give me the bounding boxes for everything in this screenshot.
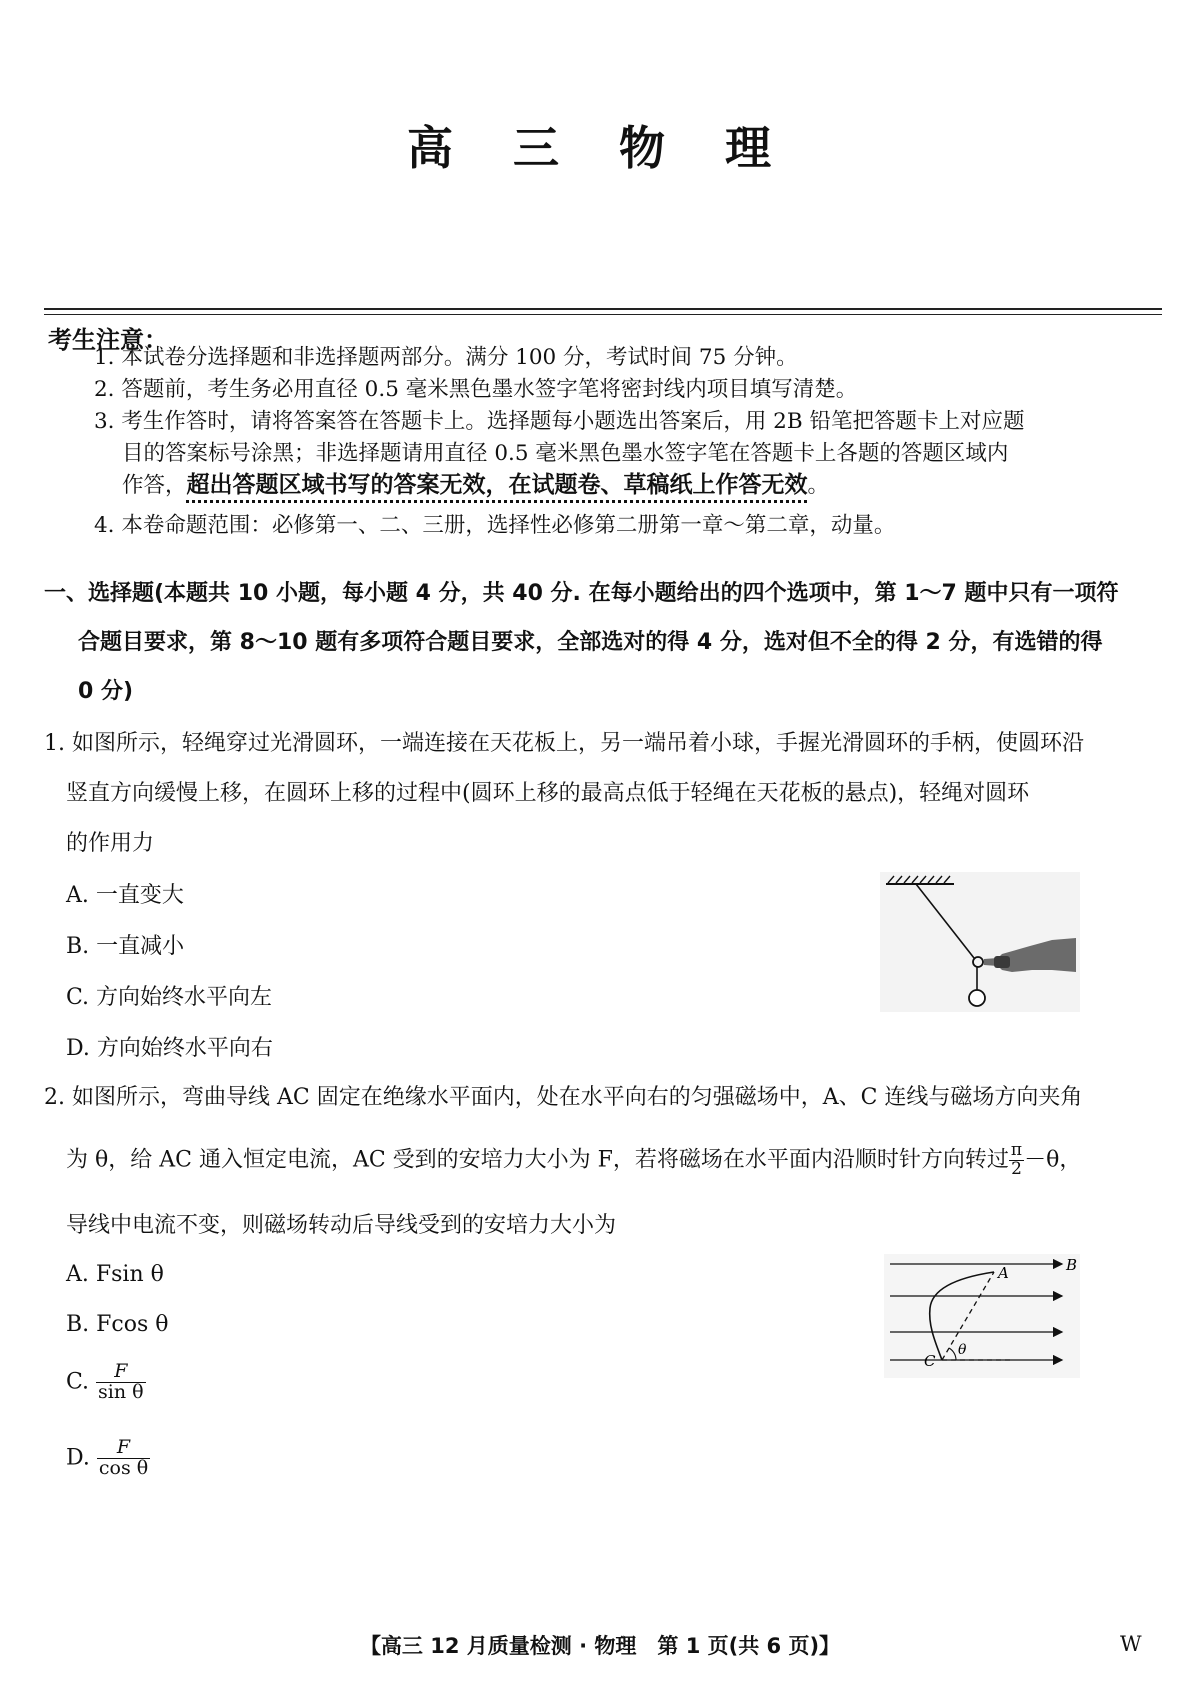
q2-angle-fraction [1009, 1142, 1024, 1179]
notice-emphasis: 超出答题区域书写的答案无效，在试题卷、草稿纸上作答无效 [186, 472, 808, 498]
notice-heading: 考生注意： [48, 326, 168, 354]
ring-handle [994, 956, 1010, 968]
q2-figure [884, 1254, 1080, 1378]
q2-option-d-denominator: cos θ [98, 1456, 149, 1479]
point-label-c: C [924, 1352, 936, 1370]
q1-stem-line-1: 1. 如图所示，轻绳穿过光滑圆环，一端连接在天花板上，另一端吊着小球，手握光滑圆环的手柄，使圆环沿 [44, 731, 1084, 756]
header-divider [44, 308, 1162, 310]
page-title: 高 三 物 理 [406, 121, 794, 175]
notice-item-3-period: 。 [807, 473, 830, 498]
page-footer: 【高三 12 月质量检测 · 物理 第 1 页(共 6 页)】 [359, 1634, 841, 1658]
q2-option-c-numerator: F [96, 1362, 146, 1383]
section-heading-line-2: 合题目要求，第 8～10 题有多项符合题目要求，全部选对的得 4 分，选对但不全的得 2 分，有选错的得 [78, 630, 1103, 655]
q1-option-c: C. 方向始终水平向左 [66, 985, 273, 1010]
q2-option-c-fraction [96, 1362, 146, 1403]
field-label-b: B [1066, 1256, 1078, 1274]
q1-stem-line-3: 的作用力 [66, 831, 155, 856]
section-heading-line-1: 一、选择题(本题共 10 小题，每小题 4 分，共 40 分. 在每小题给出的四个选项中，第 1～7 题中只有一项符 [44, 581, 1119, 606]
q1-stem-line-2: 竖直方向缓慢上移，在圆环上移的过程中(圆环上移的最高点低于轻绳在天花板的悬点)，轻绳对圆环 [66, 781, 1030, 806]
q1-option-b: B. 一直减小 [66, 934, 185, 959]
q2-option-a: A. Fsin θ [66, 1262, 164, 1287]
notice-item-1: 1. 本试卷分选择题和非选择题两部分。满分 100 分，考试时间 75 分钟。 [94, 345, 798, 370]
q2-option-c-denominator: sin θ [98, 1380, 144, 1403]
q2-stem-line-3: 导线中电流不变，则磁场转动后导线受到的安培力大小为 [66, 1213, 617, 1238]
q2-stem-line-2 [66, 1142, 1081, 1179]
q2-option-d-fraction [97, 1438, 150, 1479]
q2-option-d-label: D. [66, 1445, 90, 1471]
notice-item-4: 4. 本卷命题范围：必修第一、二、三册，选择性必修第二册第一章～第二章，动量。 [94, 513, 896, 538]
q1-option-d: D. 方向始终水平向右 [66, 1036, 273, 1061]
q2-option-c-label: C. [66, 1369, 90, 1395]
q2-fraction-denominator: 2 [1011, 1158, 1022, 1179]
q2-option-b: B. Fcos θ [66, 1312, 169, 1337]
notice-item-3: 3. 考生作答时，请将答案答在答题卡上。选择题每小题选出答案后，用 2B 铅笔把答题卡上对应题 [94, 409, 1025, 434]
q2-option-d-numerator: F [97, 1438, 150, 1459]
notice-item-3-prefix: 作答， [122, 473, 187, 498]
notice-item-3-end [122, 466, 829, 499]
q1-figure [880, 872, 1080, 1012]
q2-stem-line-2-text: 为 θ，给 AC 通入恒定电流，AC 受到的安培力大小为 F，若将磁场在水平面内沿顺时针方向转过 [66, 1147, 1009, 1173]
q2-stem-line-1: 2. 如图所示，弯曲导线 AC 固定在绝缘水平面内，处在水平向右的匀强磁场中，A、C 连线与磁场方向夹角 [44, 1085, 1083, 1110]
angle-label-theta: θ [958, 1342, 967, 1358]
section-heading-line-3: 0 分) [78, 679, 134, 704]
q2-option-d [66, 1438, 150, 1479]
small-ball [969, 990, 985, 1006]
notice-item-3-cont: 目的答案标号涂黑；非选择题请用直径 0.5 毫米黑色墨水签字笔在答题卡上各题的答题区域内 [122, 441, 1009, 466]
q2-option-c [66, 1362, 146, 1403]
header-divider-thin [44, 314, 1162, 315]
q1-option-a: A. 一直变大 [66, 883, 184, 908]
q2-stem-line-2-tail: －θ， [1024, 1147, 1082, 1173]
notice-item-2: 2. 答题前，考生务必用直径 0.5 毫米黑色墨水签字笔将密封线内项目填写清楚。 [94, 377, 858, 402]
point-label-a: A [998, 1264, 1009, 1282]
corner-mark: W [1120, 1632, 1142, 1656]
q2-fraction-numerator: π [1010, 1140, 1023, 1160]
